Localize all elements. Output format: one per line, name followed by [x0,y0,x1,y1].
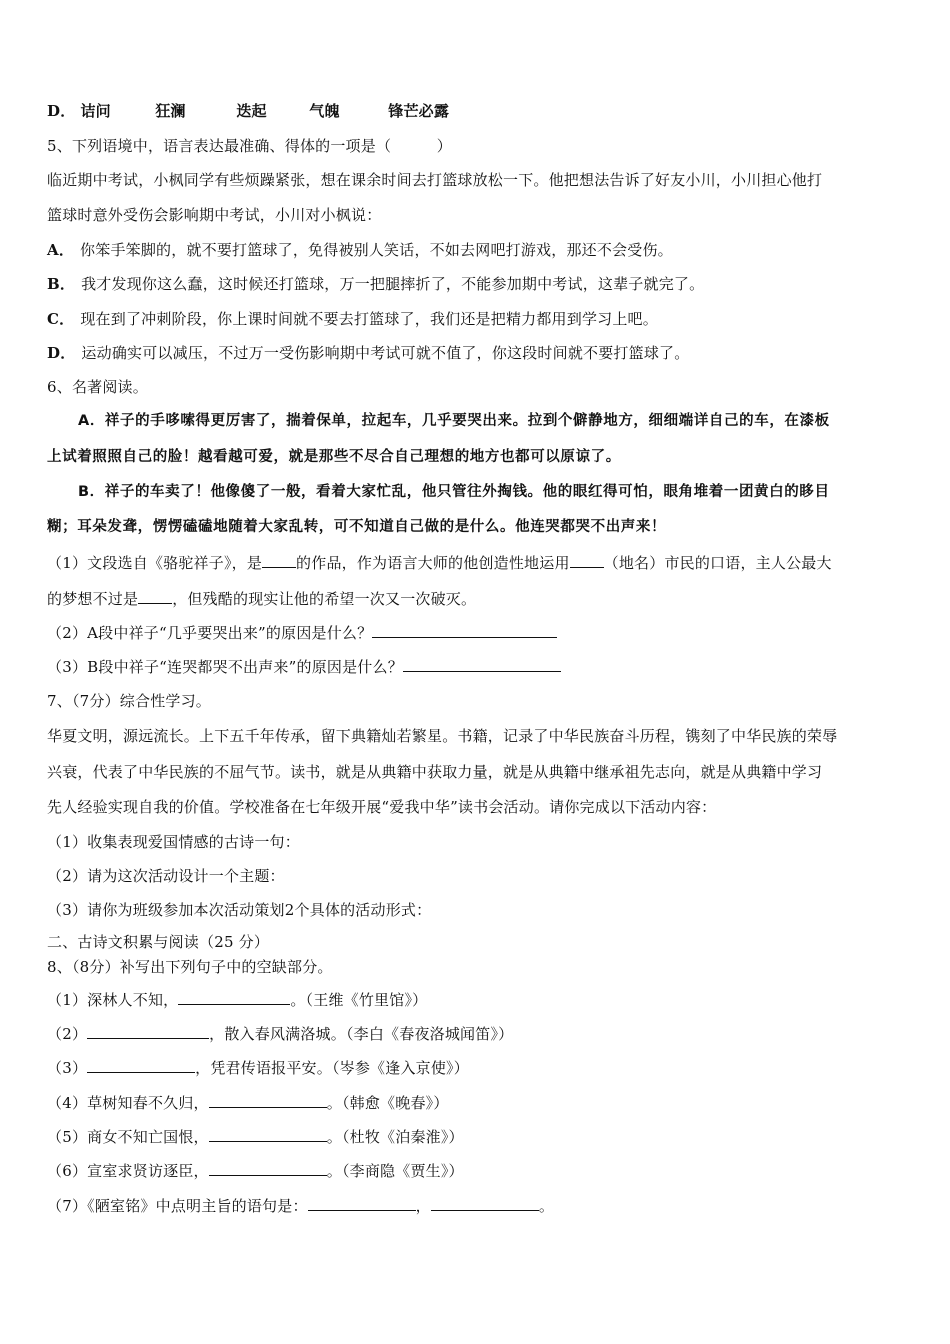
q6-sub-2 [47,623,910,643]
q5-context-1: 临近期中考试，小枫同学有些烦躁紧张，想在课余时间去打篮球放松一下。他把想法告诉了好友小川，小川担心他打 [47,171,823,189]
answer-blank[interactable] [372,623,557,638]
option-d-label: D． [47,102,76,120]
option-label: B． [47,275,76,293]
answer-blank[interactable] [570,553,604,568]
q6-title: 6、名著阅读。 [47,378,148,396]
q5-option-c [47,309,910,329]
q7-sub-1: （1）收集表现爱国情感的古诗一句： [47,833,300,851]
q6-s1-part-d: 的梦想不过是 [47,590,139,608]
q8-item-pre: （4）草树知春不久归， [47,1094,209,1112]
q7-paragraph-2: 兴衰，代表了中华民族的不屈气节。读书，就是从典籍中获取力量，就是从典籍中继承祖先志向，就是从典籍中学习 [47,763,823,781]
q8-i7-end: 。 [538,1197,555,1215]
q8-item-post: 。（韩愈《晚春》） [326,1094,449,1112]
q8-item-post: 。（李商隐《贾生》） [326,1162,464,1180]
option-text: 你笨手笨脚的，就不要打篮球了，免得被别人笑话，不如去网吧打游戏，那还不会受伤。 [80,241,673,259]
word-3: 迭起 [236,102,267,120]
answer-blank[interactable] [431,1196,539,1211]
word-1: 诘问 [80,102,111,120]
q5-option-a [47,240,910,260]
q7-paragraph-3: 先人经验实现自我的价值。学校准备在七年级开展“爱我中华”读书会活动。请你完成以下活动内容： [47,798,717,816]
q5-option-b [47,274,910,294]
q7-paragraph-1: 华夏文明，源远流长。上下五千年传承，留下典籍灿若繁星。书籍，记录了中华民族奋斗历程，镌刻了中华民族的荣辱 [47,727,838,745]
answer-blank[interactable] [209,1127,327,1142]
q6-s2-text: （2）A段中祥子“几乎要哭出来”的原因是什么？ [47,624,373,642]
answer-blank[interactable] [209,1161,327,1176]
q6-s1-part-b: 的作品，作为语言大师的他创造性地运用 [296,554,570,572]
q8-item-7 [47,1196,910,1216]
option-text: 我才发现你这么蠢，这时候还打篮球，万一把腿摔折了，不能参加期中考试，这辈子就完了。 [81,275,705,293]
q8-item-3 [47,1058,910,1078]
word-4: 气魄 [309,102,340,120]
q7-sub-2: （2）请为这次活动设计一个主题： [47,867,285,885]
q8-i7-sep: ， [415,1197,431,1215]
section-2-heading: 二、古诗文积累与阅读（25 分） [47,933,270,951]
q8-item-post: ，散入春风满洛城。（李白《春夜洛城闻笛》） [209,1025,514,1043]
q6-s3-text: （3）B段中祥子“连哭都哭不出声来”的原因是什么？ [47,658,403,676]
q8-item-2 [47,1024,910,1044]
q5-title: 5、下列语境中，语言表达最准确、得体的一项是（ ） [47,137,452,155]
q8-item-pre: （1）深林人不知， [47,991,179,1009]
word-2: 狂澜 [155,102,186,120]
q6-s1-part-a: （1）文段选自《骆驼祥子》，是 [47,554,263,572]
q6-passage-b-line-2: 糊；耳朵发聋，愣愣磕磕地随着大家乱转，可不知道自己做的是什么。他连哭都哭不出声来！ [47,519,667,535]
answer-blank[interactable] [87,1024,209,1039]
q6-s1-part-e: ，但残酷的现实让他的希望一次又一次破灭。 [172,590,477,608]
q8-item-pre: （6）宣室求贤访逐臣， [47,1162,209,1180]
word-5: 锋芒必露 [388,102,450,120]
q8-item-post: ，凭君传语报平安。（岑参《逢入京使》） [195,1059,469,1077]
q6-sub-1-cont [47,589,910,609]
q6-passage-b-line-1: B．祥子的车卖了！他像傻了一般，看着大家忙乱，他只管往外掏钱。他的眼红得可怕，眼角堆着一团黄白的眵目 [78,484,830,500]
q6-passage-a-line-1: A．祥子的手哆嗦得更厉害了，揣着保单，拉起车，几乎要哭出来。拉到个僻静地方，细细端详自己的车，在漆板 [78,413,830,429]
q8-item-post: 。（杜牧《泊秦淮》） [326,1128,464,1146]
answer-blank[interactable] [209,1093,327,1108]
answer-blank[interactable] [308,1196,416,1211]
q8-i7-pre: （7）《陋室铭》中点明主旨的语句是： [47,1197,308,1215]
answer-blank[interactable] [87,1058,195,1073]
option-label: A． [47,241,75,259]
q7-title: 7、（7分）综合性学习。 [47,692,211,710]
option-label: C． [47,310,75,328]
q7-sub-3: （3）请你为班级参加本次活动策划2个具体的活动形式： [47,901,432,919]
answer-blank[interactable] [403,657,561,672]
q8-item-pre: （5）商女不知亡国恨， [47,1128,209,1146]
q8-item-6 [47,1161,910,1181]
answer-blank[interactable] [178,990,290,1005]
q8-item-5 [47,1127,910,1147]
q8-item-1 [47,990,910,1010]
q6-passage-a-line-2: 上试着照照自己的脸！越看越可爱，就是那些不尽合自己理想的地方也都可以原谅了。 [47,449,621,465]
q6-sub-1 [47,553,910,573]
q5-option-d [47,343,910,363]
q8-item-pre: （3） [47,1059,88,1077]
answer-blank[interactable] [262,553,296,568]
q5-context-2: 篮球时意外受伤会影响期中考试，小川对小枫说： [47,206,382,224]
option-text: 运动确实可以减压，不过万一受伤影响期中考试可就不值了，你这段时间就不要打篮球了。 [81,344,690,362]
q6-sub-3 [47,657,910,677]
q8-item-4 [47,1093,910,1113]
q8-item-pre: （2） [47,1025,88,1043]
option-text: 现在到了冲刺阶段，你上课时间就不要去打篮球了，我们还是把精力都用到学习上吧。 [80,310,658,328]
q8-item-post: 。（王维《竹里馆》） [290,991,428,1009]
option-label: D． [47,344,76,362]
answer-blank[interactable] [138,589,172,604]
q8-title: 8、（8分）补写出下列句子中的空缺部分。 [47,958,333,976]
q6-s1-part-c: （地名）市民的口语，主人公最大 [603,554,832,572]
option-d-row [47,101,910,121]
